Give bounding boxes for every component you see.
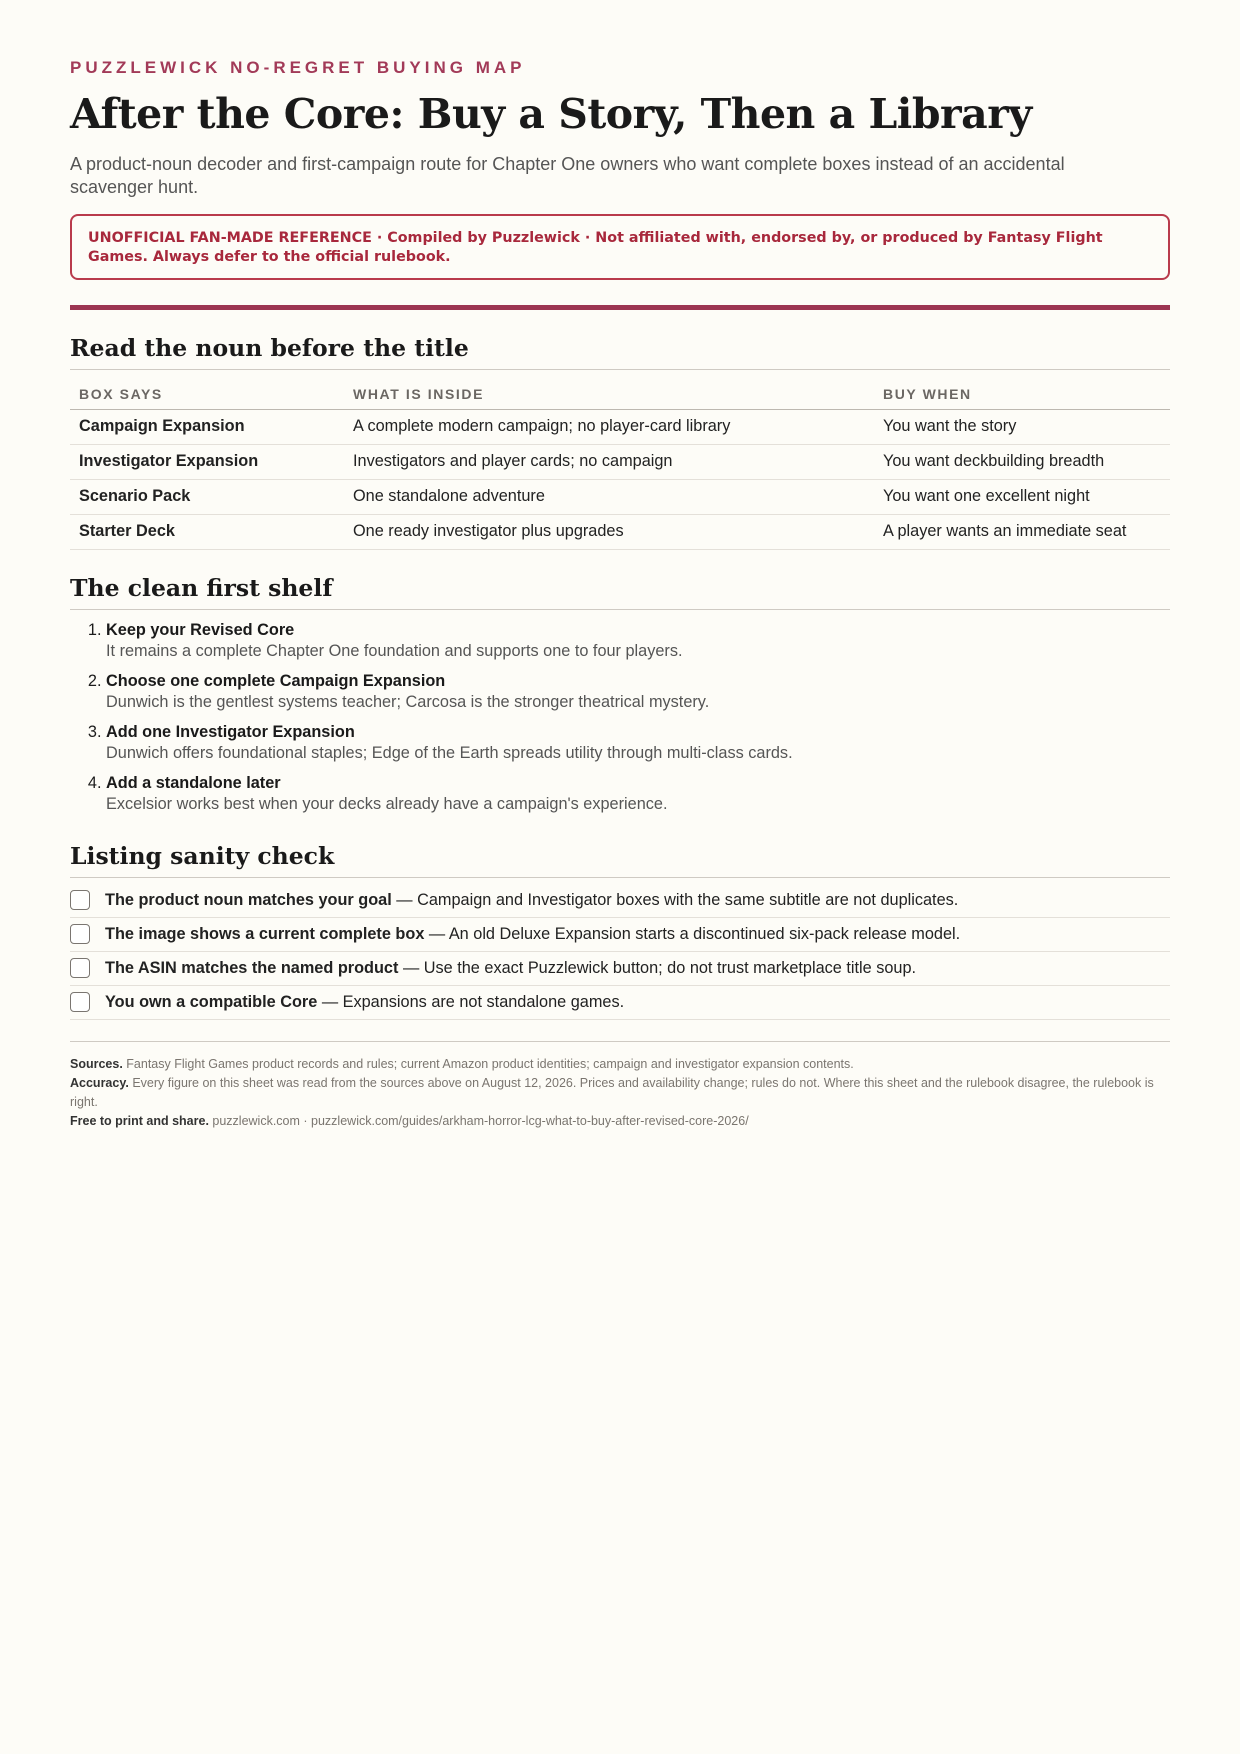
checklist-item-title: The image shows a current complete box (105, 924, 425, 943)
footer-text: Every figure on this sheet was read from the sources above on August 12, 2026. Prices and availability change; rules do not. Where this sheet and the rulebook disagree, the rulebook is right. (70, 1076, 1154, 1110)
footer-sources (70, 1055, 1170, 1074)
checklist-item-title: The ASIN matches the named product (105, 958, 399, 977)
checklist-item (70, 952, 1170, 986)
page-title: After the Core: Buy a Story, Then a Library (70, 90, 1032, 138)
table-header-row (70, 370, 1170, 410)
checkbox[interactable] (70, 924, 90, 944)
section-heading: Read the noun before the title (70, 334, 1170, 370)
checklist-item (70, 884, 1170, 918)
step-title: 2. Choose one complete Campaign Expansion (106, 672, 446, 691)
checklist-text (105, 993, 624, 1012)
checklist-text (105, 959, 916, 978)
kicker: PUZZLEWICK NO-REGRET BUYING MAP (70, 58, 526, 77)
table-cell: You want the story (874, 410, 1170, 445)
page-subtitle: A product-noun decoder and first-campaign route for Chapter One owners who want complete boxes instead of an accidental scavenger hunt. (70, 154, 1065, 198)
table-cell: Campaign Expansion (70, 410, 344, 445)
checklist (70, 884, 1170, 1020)
column-header: WHAT IS INSIDE (344, 370, 874, 410)
footer-label: Accuracy. (70, 1076, 129, 1091)
footer-link-text[interactable]: puzzlewick.com · puzzlewick.com/guides/arkham-horror-lcg-what-to-buy-after-revised-core-2026/ (208, 1114, 749, 1129)
footer (70, 1041, 1170, 1131)
table-row (70, 410, 1170, 445)
step-title: 4. Add a standalone later (106, 774, 281, 793)
list-item (106, 722, 1170, 764)
step-title: 1. Keep your Revised Core (106, 621, 295, 640)
step-description: Excelsior works best when your decks already have a campaign's experience. (106, 795, 668, 814)
decoder-table (70, 370, 1170, 550)
footer-label: Free to print and share. (70, 1114, 209, 1129)
table-cell: A complete modern campaign; no player-card library (344, 410, 874, 445)
checklist-item-detail: — Expansions are not standalone games. (317, 992, 625, 1011)
checklist-item (70, 918, 1170, 952)
checklist-item-detail: — An old Deluxe Expansion starts a discontinued six-pack release model. (424, 924, 961, 943)
checklist-text (105, 891, 958, 910)
decoder-section (70, 334, 1170, 550)
table-cell: One ready investigator plus upgrades (344, 515, 874, 550)
table-row (70, 515, 1170, 550)
column-header: BOX SAYS (70, 370, 344, 410)
step-description: It remains a complete Chapter One foundation and supports one to four players. (106, 642, 683, 661)
list-item (106, 620, 1170, 662)
footer-share (70, 1112, 1170, 1131)
checkbox[interactable] (70, 890, 90, 910)
step-description: Dunwich offers foundational staples; Edge of the Earth spreads utility through multi-class cards. (106, 744, 793, 763)
table-cell: Starter Deck (70, 515, 344, 550)
list-item (106, 773, 1170, 815)
table-cell: You want deckbuilding breadth (874, 445, 1170, 480)
table-cell: Investigators and player cards; no campaign (344, 445, 874, 480)
table-cell: Investigator Expansion (70, 445, 344, 480)
table-cell: Scenario Pack (70, 480, 344, 515)
column-header: BUY WHEN (874, 370, 1170, 410)
table-cell: One standalone adventure (344, 480, 874, 515)
footer-text: Fantasy Flight Games product records and rules; current Amazon product identities; campaign and investigator expansion contents. (122, 1057, 854, 1072)
shelf-section (70, 574, 1170, 815)
section-heading: The clean first shelf (70, 574, 1170, 610)
table-row (70, 480, 1170, 515)
disclaimer-box: UNOFFICIAL FAN-MADE REFERENCE · Compiled by Puzzlewick · Not affiliated with, endorsed by, or produced by Fantasy Flight Games. Always defer to the official rulebook. (70, 214, 1170, 280)
section-heading: Listing sanity check (70, 842, 1170, 878)
table-row (70, 445, 1170, 480)
checklist-item-title: You own a compatible Core (105, 992, 318, 1011)
checklist-item (70, 986, 1170, 1020)
checkbox[interactable] (70, 992, 90, 1012)
step-title: 3. Add one Investigator Expansion (106, 723, 355, 742)
footer-accuracy (70, 1074, 1170, 1112)
step-description: Dunwich is the gentlest systems teacher; Carcosa is the stronger theatrical mystery. (106, 693, 710, 712)
checklist-item-detail: — Use the exact Puzzlewick button; do not trust marketplace title soup. (398, 958, 917, 977)
shelf-steps-list (70, 620, 1170, 815)
checklist-item-detail: — Campaign and Investigator boxes with the same subtitle are not duplicates. (391, 890, 959, 909)
checklist-section (70, 842, 1170, 1020)
divider (70, 305, 1170, 310)
table-cell: You want one excellent night (874, 480, 1170, 515)
list-item (106, 671, 1170, 713)
checklist-item-title: The product noun matches your goal (105, 890, 392, 909)
table-cell: A player wants an immediate seat (874, 515, 1170, 550)
checklist-text (105, 925, 960, 944)
checkbox[interactable] (70, 958, 90, 978)
footer-label: Sources. (70, 1057, 123, 1072)
